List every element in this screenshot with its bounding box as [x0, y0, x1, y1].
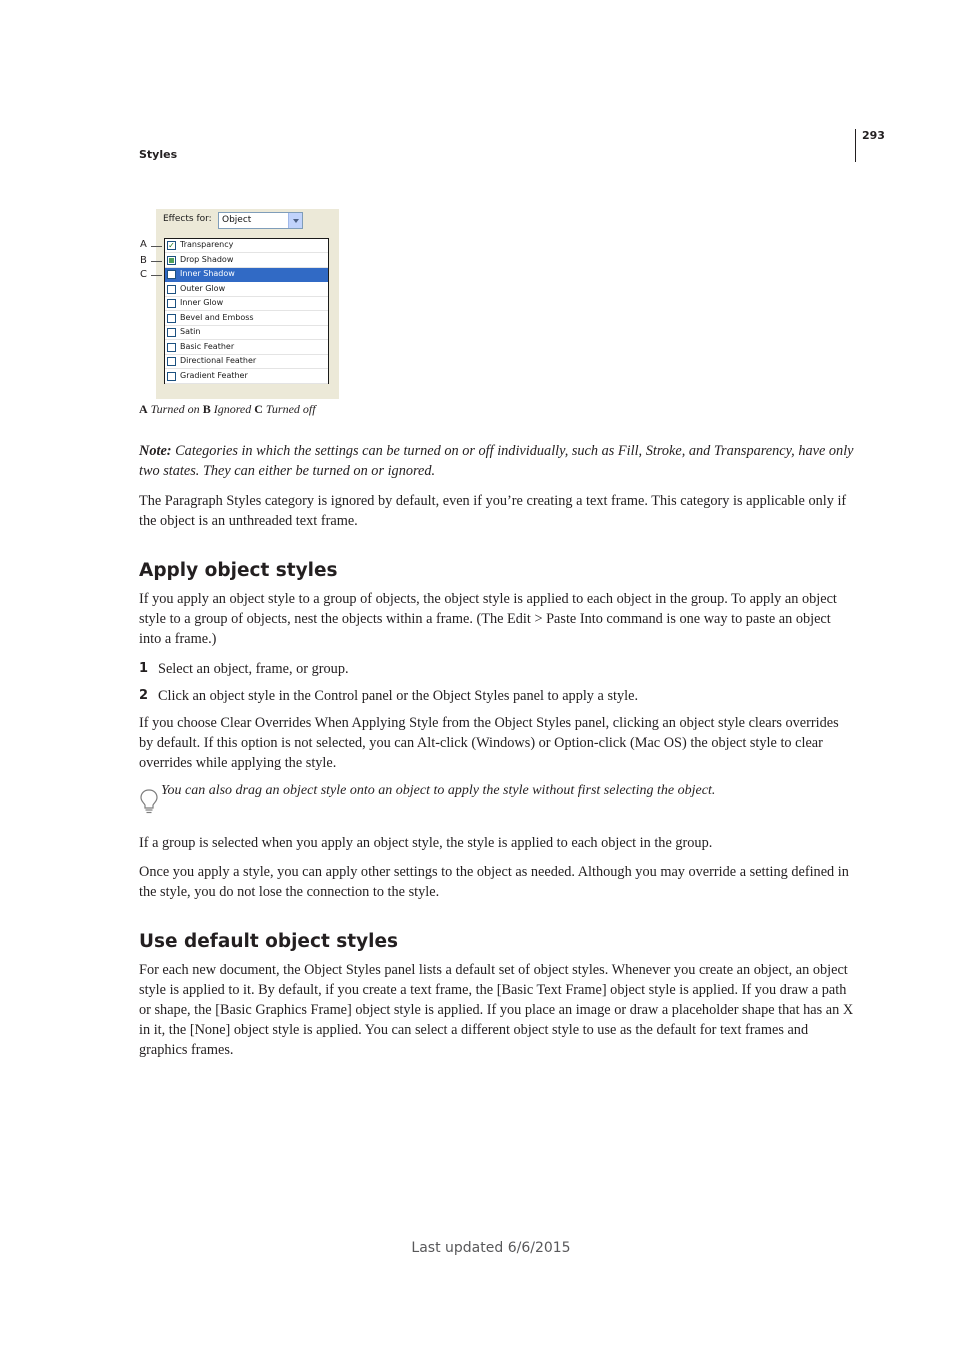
effect-row-outer-glow [165, 283, 328, 297]
effect-label: Inner Shadow [180, 269, 235, 278]
page-number: 293 [862, 129, 885, 142]
group-paragraph: If a group is selected when you apply an object style, the style is applied to each object in the group. [139, 835, 713, 851]
effect-row-bevel-emboss [165, 312, 328, 326]
effect-label: Directional Feather [180, 356, 257, 365]
figure-caption [139, 402, 316, 417]
overrides-paragraph: If you choose Clear Overrides When Applying Style from the Object Styles panel, clicking an object style clears overrides by default. If this option is not selected, you can Alt-click (Windows) or Option-click (Mac OS) the object style to clear overrides while applying the style. [139, 715, 839, 771]
effect-row-directional-feather [165, 355, 328, 369]
step-text-2: Click an object style in the Control panel or the Object Styles panel to apply a style. [158, 688, 639, 704]
paragraph-styles-paragraph: The Paragraph Styles category is ignored by default, even if you’re creating a text frame. This category is applicable only if the object is an unthreaded text frame. [139, 493, 847, 529]
once-paragraph: Once you apply a style, you can apply other settings to the object as needed. Although you may override a setting defined in the style, you do not lose the connection to the style. [139, 864, 849, 900]
effect-label: Gradient Feather [180, 370, 248, 380]
callout-line-a [151, 246, 162, 247]
checkbox-empty-icon [167, 299, 176, 308]
effect-row-satin [165, 326, 328, 340]
effect-row-basic-feather [165, 341, 328, 355]
effects-panel-figure [156, 209, 339, 399]
caption-letter-a: A [139, 402, 148, 416]
effect-label: Satin [180, 327, 201, 336]
effects-list [164, 238, 329, 384]
callout-b: B [140, 255, 147, 266]
callout-c: C [140, 269, 147, 280]
effect-label: Bevel and Emboss [180, 312, 254, 322]
step-text-1: Select an object, frame, or group. [158, 661, 349, 677]
effect-row-transparency [165, 239, 328, 253]
tip-text: You can also drag an object style onto an object to apply the style without first selecting the object. [161, 783, 716, 798]
effects-for-select [218, 212, 303, 229]
step-number-2: 2 [139, 688, 149, 703]
effects-for-value: Object [222, 215, 252, 225]
checkbox-empty-icon [167, 270, 176, 279]
effect-row-gradient-feather [165, 370, 328, 384]
effect-label: Transparency [180, 240, 234, 249]
caption-letter-b: B [202, 402, 211, 416]
running-header: Styles [139, 148, 178, 161]
effect-row-inner-shadow [165, 268, 328, 282]
step-number-1: 1 [139, 661, 149, 676]
effect-label: Basic Feather [180, 341, 235, 351]
effect-label: Drop Shadow [180, 254, 234, 264]
effect-label: Inner Glow [180, 298, 224, 307]
effect-row-drop-shadow [165, 254, 328, 268]
effect-row-inner-glow [165, 297, 328, 311]
default-body-paragraph: For each new document, the Object Styles panel lists a default set of object styles. Whenever you create an object, an object style is applied to it. By default, if you create a text frame, the [Basic Text Frame] object style is applied. If you draw a path or shape, the [Basic Graphics Frame] object style is applied. If you place an image or draw a placeholder shape that has an X in it, the [None] object style is applied. You can select a different object style to use as the default for text frames and graphics frames. [139, 962, 854, 1058]
caption-text-a: Turned on [150, 402, 200, 416]
heading-apply-object-styles: Apply object styles [139, 560, 338, 581]
effects-for-label: Effects for: [163, 214, 212, 224]
callout-a: A [140, 239, 147, 250]
checkbox-empty-icon [167, 343, 176, 352]
chevron-down-icon [288, 213, 302, 228]
apply-intro-paragraph: If you apply an object style to a group of objects, the object style is applied to each object in the group. To apply an object style to a group of objects, nest the objects within a frame. (The Edit > Paste Into command is one way to paste an object into a frame.) [139, 591, 837, 647]
footer-last-updated: Last updated 6/6/2015 [411, 1240, 571, 1256]
checkbox-empty-icon [167, 285, 176, 294]
header-rule [855, 129, 856, 162]
note-lead: Note: [139, 443, 172, 459]
checkbox-empty-icon [167, 328, 176, 337]
heading-use-default-object-styles: Use default object styles [139, 931, 399, 952]
checkbox-checked-icon: ✓ [168, 241, 175, 250]
caption-letter-c: C [254, 402, 263, 416]
callout-line-c [151, 275, 162, 276]
checkbox-ignored-icon [167, 256, 176, 265]
checkbox-empty-icon [167, 314, 176, 323]
checkbox-empty-icon [167, 357, 176, 366]
note-text: Categories in which the settings can be turned on or off individually, such as Fill, Stroke, and Transparency, have only two states. They can either be turned on or ignored. [139, 443, 854, 479]
callout-line-b [151, 261, 162, 262]
caption-text-c: Turned off [265, 402, 316, 416]
effect-label: Outer Glow [180, 283, 226, 293]
checkbox-empty-icon [167, 372, 176, 381]
lightbulb-icon [139, 788, 159, 816]
caption-text-b: Ignored [213, 402, 252, 416]
note-paragraph [139, 441, 854, 481]
